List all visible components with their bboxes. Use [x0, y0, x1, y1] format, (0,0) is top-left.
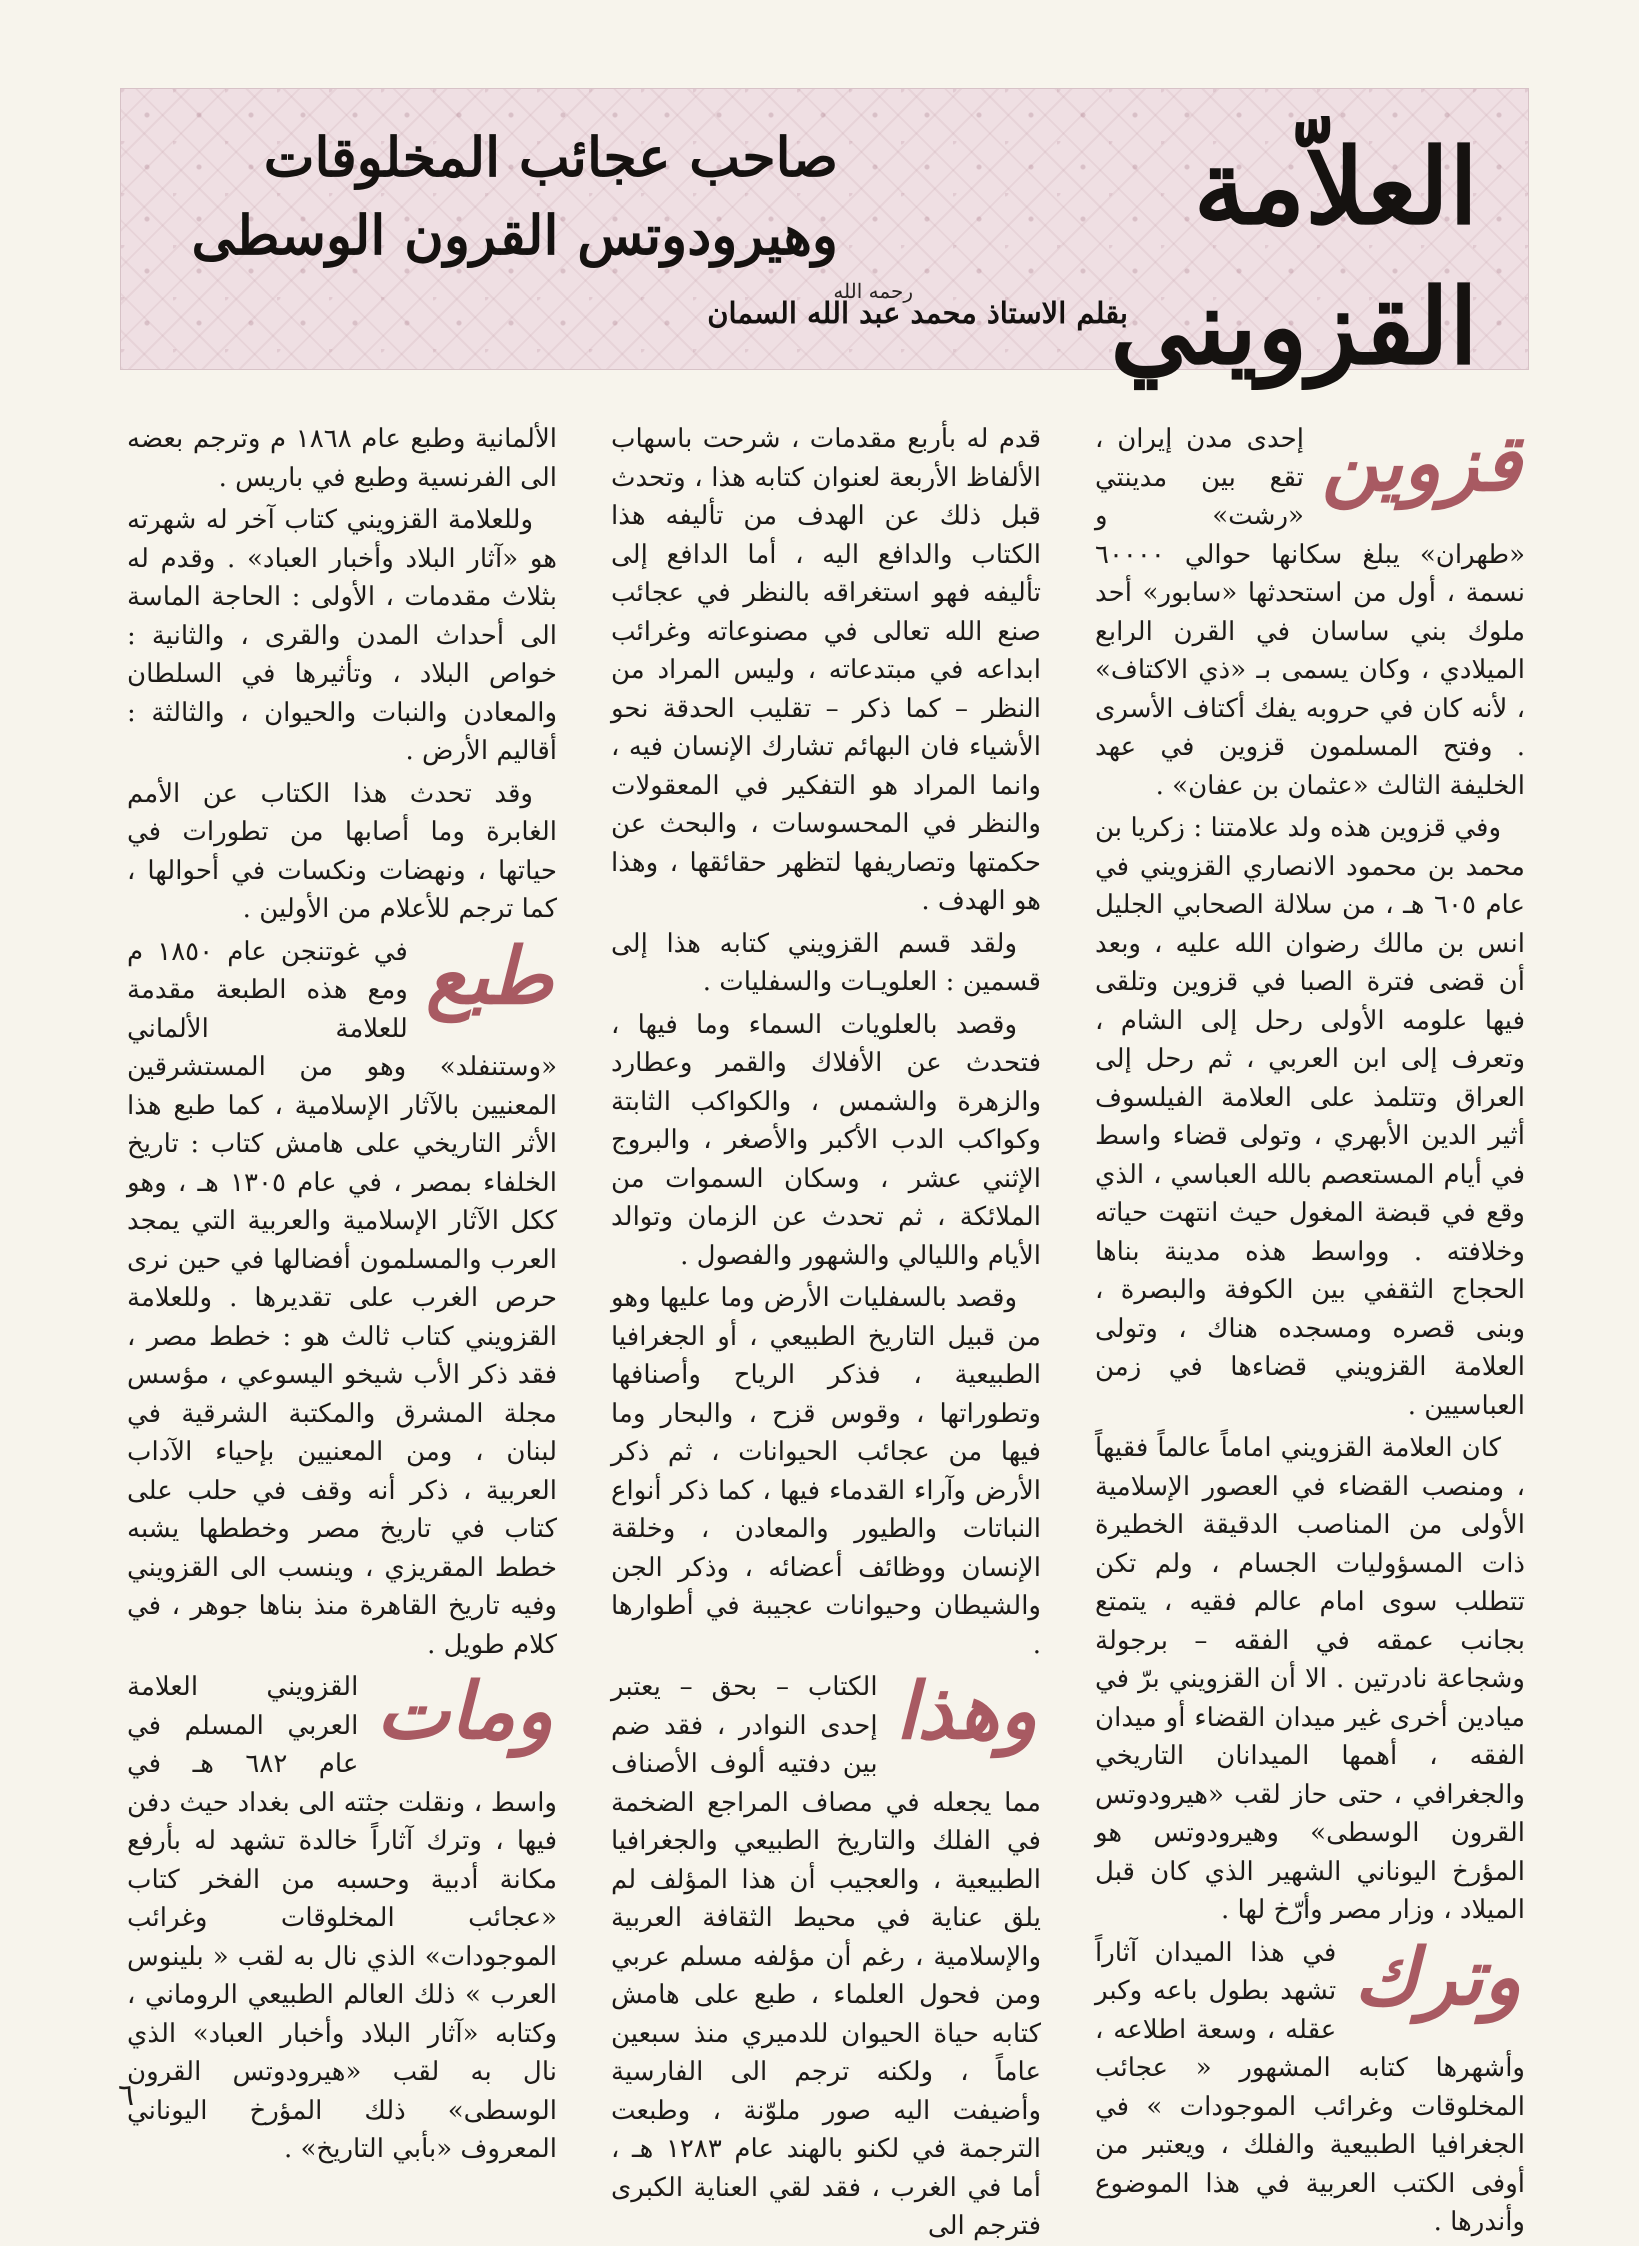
title-banner	[120, 88, 1529, 388]
paragraph: ولقد قسم القزويني كتابه هذا إلى قسمين : العلويـات والسفليات .	[611, 928, 1041, 997]
paragraph: وقصد بالعلويات السماء وما فيها ، فتحدث عن الأفلاك والقمر وعطارد والزهرة والشمس ، والكواكب الثابتة وكواكب الدب الأكبر والأصغر ، والبروج الإثني عشر ، وسكان السموات من الملائكة ، ثم تحدث عن الزمان وتوالد الأيام والليالي والشهور والفصول .	[611, 1009, 1041, 1271]
paragraph: كان العلامة القزويني اماماً عالماً فقيهاً ، ومنصب القضاء في العصور الإسلامية الأولى من المناصب الدقيقة الخطيرة ذات المسؤوليات الجسام ، ولم تكن تتطلب سوى امام عالم فقيه ، يتمتع بجانب عمقه في الفقه – برجولة وشجاعة نادرتين . الا أن القزويني برّ في ميادين أخرى غير ميدان القضاء أو ميدان الفقه ، أهمها الميدانان التاريخي والجغرافي ، حتى حاز لقب «هيرودوتس القرون الوسطى» وهيرودوتس هو المؤرخ اليوناني الشهير الذي كان قبل الميلاد ، وزار مصر وأرّخ لها .	[1095, 1433, 1525, 1925]
paragraph: وقد تحدث هذا الكتاب عن الأمم الغابرة وما أصابها من تطورات في حياتها ، ونهضات ونكسات في أحوالها ، كما ترجم للأعلام من الأولين .	[127, 778, 557, 924]
title-honorific: رحمه الله	[833, 279, 913, 303]
section-heading-qazwin: قزوين	[1321, 418, 1521, 509]
article-title: العلاّمة القزويني	[1110, 125, 1478, 388]
paragraph: وللعلامة القزويني كتاب آخر له شهرته هو «آثار البلاد وأخبار العباد» . وقدم له بثلاث مقدمات ، الأولى : الحاجة الماسة الى أحداث المدن والقرى ، والثانية : خواص البلاد ، وتأثيرها في السلطان والمعادن والنبات والحيوان ، والثالثة : أقاليم الأرض .	[127, 505, 557, 766]
subtitle-line-1: صاحب عجائب المخلوقات	[263, 125, 838, 189]
paragraph: وفي قزوين هذه ولد علامتنا : زكريا بن محمد بن محمود الانصاري القزويني في عام ٦٠٥ هـ ، من سلالة الصحابي الجليل انس بن مالك رضوان الله عليه ، وبعد أن قضى فترة الصبا في قزوين وتلقى فيها علومه الأولى رحل إلى الشام ، وتعرف إلى ابن العربي ، ثم رحل إلى العراق وتتلمذ على العلامة الفيلسوف أثير الدين الأبهري ، وتولى قضاء واسط في أيام المستعصم بالله العباسي ، الذي وقع في قبضة المغول حيث انتهت حياته وخلافته . وواسط هذه مدينة بناها الحجاج الثقفي بين الكوفة والبصرة ، وبنى قصره ومسجده هناك ، وتولى العلامة القزويني قضاءها في زمن العباسيين .	[1095, 813, 1525, 1421]
section-heading-tarak: وترك	[1354, 1931, 1521, 2023]
text-column-left	[127, 420, 558, 2164]
page-number: ٦	[118, 2078, 135, 2113]
paragraph: الألمانية وطبع عام ١٨٦٨ م وترجم بعضه الى الفرنسية وطبع في باريس .	[127, 424, 557, 493]
paragraph: في هذا الميدان آثاراً تشهد بطول باعه وكبر عقله ، وسعة اطلاعه ، وأشهرها كتابه المشهور « عجائب المخلوقات وغرائب الموجودات » في الجغرافيا الطبيعية والفلك ، ويعتبر من أوفى الكتب العربية في هذا الموضوع وأندرها .	[1095, 1937, 1525, 2237]
section-heading-wamat: ومات	[376, 1666, 553, 1757]
paragraph: قدم له بأربع مقدمات ، شرحت باسهاب الألفاظ الأربعة لعنوان كتابه هذا ، وتحدث قبل ذلك عن الهدف من تأليفه هذا الكتاب والدافع اليه ، أما الدافع إلى تأليفه فهو استغراقه بالنظر في عجائب صنع الله تعالى في مصنوعاته وغرائب ابداعه في مبتدعاته ، وليس المراد من النظر – كما ذكر – تقليب الحدقة نحو الأشياء فان البهائم تشارك الإنسان فيه ، وانما المراد هو التفكير في المعقولات والنظر في المحسوسات ، والبحث عن حكمتها وتصاريفها لتظهر حقائقها ، وهذا هو الهدف .	[611, 424, 1041, 916]
paragraph: إحدى مدن إيران ، تقع بين مدينتي «رشت» و «طهران» يبلغ سكانها حوالي ٦٠٠٠٠ نسمة ، أول من استحدثها «سابور» أحد ملوك بني ساسان في القرن الرابع الميلادي ، وكان يسمى بـ «ذي الاكتاف» ، لأنه كان في حروبه يفك أكتاف الأسرى . وفتح المسلمون قزوين في عهد الخليفة الثالث «عثمان بن عفان» .	[1095, 424, 1525, 801]
section-heading-tubi: طبع	[425, 930, 553, 1022]
paragraph: في غوتنجن عام ١٨٥٠ م ومع هذه الطبعة مقدمة للعلامة الألماني «وستنفلد» وهو من المستشرقين المعنيين بالآثار الإسلامية ، كما طبع هذا الأثر التاريخي على هامش كتاب : تاريخ الخلفاء بمصر ، في عام ١٣٠٥ هـ ، وهو ككل الآثار الإسلامية والعربية التي يمجد العرب والمسلمون أفضالها في حين نرى حرص الغرب على تقديرها . وللعلامة القزويني كتاب ثالث هو : خطط مصر ، فقد ذكر الأب شيخو اليسوعي ، مؤسس مجلة المشرق والمكتبة الشرقية في لبنان ، ومن المعنيين بإحياء الآداب العربية ، ذكر أنه وقف في حلب على كتاب في تاريخ مصر وخططها يشبه خطط المقريزي ، وينسب الى القزويني وفيه تاريخ القاهرة منذ بناها جوهر ، في كلام طويل .	[127, 936, 558, 1660]
author-byline: بقلم الاستاذ محمد عبد الله السمان	[707, 296, 1128, 330]
text-column-middle	[611, 420, 1042, 2241]
text-column-right	[1095, 418, 1525, 2237]
section-heading-wahadha: وهذا	[895, 1666, 1037, 1757]
subtitle-line-2: وهيرودوتس القرون الوسطى	[191, 203, 838, 267]
paragraph: وقصد بالسفليات الأرض وما عليها وهو من قبيل التاريخ الطبيعي ، أو الجغرافيا الطبيعية ، فذكر الرياح وأصنافها وتطوراتها ، وقوس قزح ، والبحار وما فيها من عجائب الحيوانات ، ثم ذكر الأرض وآراء القدماء فيها ، كما ذكر أنواع النباتات والطيور والمعادن ، وخلقة الإنسان ووظائف أعضائه ، وذكر الجن والشيطان وحيوانات عجيبة في أطوارها .	[611, 1283, 1041, 1660]
paragraph: الكتاب – بحق – يعتبر إحدى النوادر ، فقد ضم بين دفتيه ألوف الأصناف مما يجعله في مصاف المراجع الضخمة في الفلك والتاريخ الطبيعي والجغرافيا الطبيعية ، والعجيب أن هذا المؤلف لم يلق عناية في محيط الثقافة العربية والإسلامية ، رغم أن مؤلفه مسلم عربي ومن فحول العلماء ، طبع على هامش كتابه حياة الحيوان للدميري منذ سبعين عاماً ، ولكنه ترجم الى الفارسية وأضيفت اليه صور ملوّنة ، وطبعت الترجمة في لكنو بالهند عام ١٢٨٣ هـ ، أما في الغرب ، فقد لقي العناية الكبرى فترجم الى	[611, 1672, 1042, 2241]
paragraph: القزويني العلامة العربي المسلم في عام ٦٨٢ هـ في واسط ، ونقلت جثته الى بغداد حيث دفن فيها ، وترك آثاراً خالدة تشهد له بأرفع مكانة أدبية وحسبه من الفخر كتاب «عجائب المخلوقات وغرائب الموجودات» الذي نال به لقب « بلينوس العرب » ذلك العالم الطبيعي الروماني ، وكتابه «آثار البلاد وأخبار العباد» الذي نال به لقب «هيرودوتس القرون الوسطى» ذلك المؤرخ اليوناني المعروف «بأبي التاريخ» .	[127, 1672, 557, 2164]
